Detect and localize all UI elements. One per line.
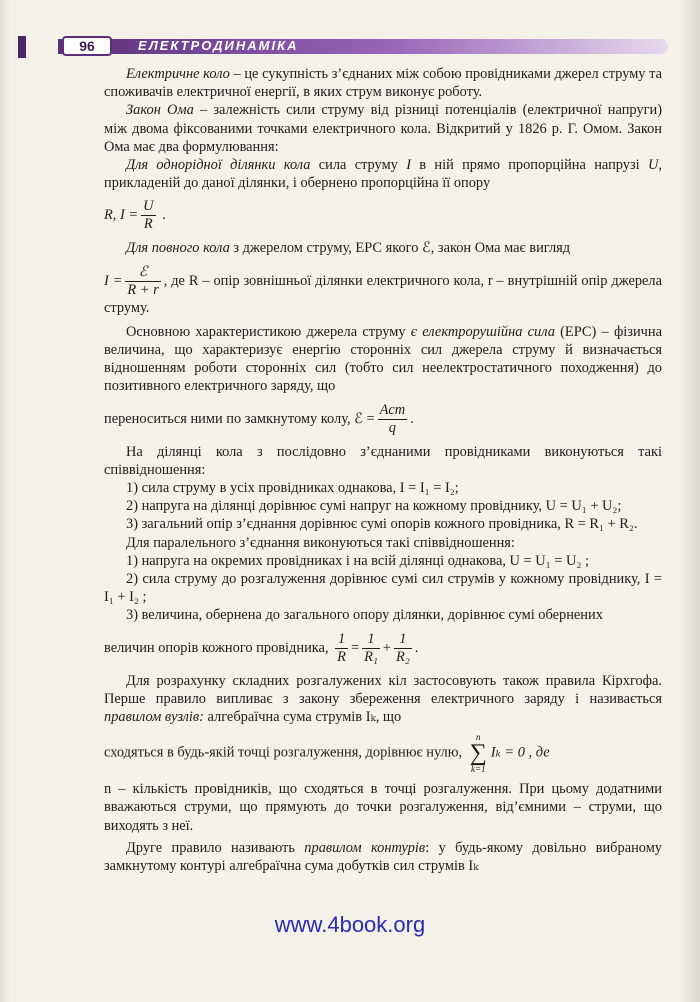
fraction-one-over-r1: $\frac{1}{\text{R₁}}$ [364, 630, 378, 665]
section-title: ЕЛЕКТРОДИНАМІКА [138, 38, 299, 53]
page-header [18, 34, 668, 58]
term-emf: є електрорушійна сила [410, 323, 555, 340]
series-rule-2: 2) напруга на ділянці дорівнює сумі напруг на кожному провіднику, U = U₁ + U₂; [126, 498, 622, 515]
page-left-edge [0, 0, 10, 1002]
series-rule-1: 1) сила струму в усіх провідниках однакова, I = I₁ = I₂; [126, 480, 459, 497]
page-number: 96 [62, 36, 112, 56]
paragraph-series-intro: На ділянці кола з послідовно з’єднаними провідниками виконуються такі співвідношення: [104, 443, 662, 478]
parallel-rule-1: 1) напруга на окремих провідниках і на всій ділянці однакова, U = U₁ = U₂ ; [126, 552, 589, 569]
parallel-rule-3: 3) величина, обернена до загального опору ділянки, дорівнює сумі обернених [126, 607, 603, 624]
paragraph-ohm-law: Закон Ома – залежність сили струму від різниці потенціалів (електричної напруги) між двома фіксованими точками електричного кола. Відкритий у 1826 р. Г. Омом. Закон Ома має два формулювання: [104, 102, 662, 155]
paragraph-electric-circuit: Електричне коло – це сукупність з’єднаних між собою провідниками джерел струму та споживачів електричної енергії, в яких струм виконує роботу. [104, 66, 662, 101]
watermark-link[interactable]: www.4book.org [274, 912, 426, 937]
series-rule-3: 3) загальний опір з’єднання дорівнює сумі опорів кожного провідника, R = R₁ + R₂. [126, 516, 638, 533]
fraction-u-over-r: $\frac{U}{R}$ [143, 198, 154, 233]
formula-emf: переноситься ними по замкнутому колу, ℰ = $\frac{\text{Aст}}{q}$ . [104, 401, 414, 436]
term-electric-circuit: Електричне коло [126, 66, 230, 82]
formula-ohm-section: R, I = $\frac{U}{R}$ . [104, 198, 166, 233]
formula-node-rule: сходяться в будь-якій точці розгалуження, дорівнює нулю, n ∑ k=1 Iₖ = 0 , де [104, 732, 550, 775]
paragraph-homogeneous-section: Для однорідної ділянки кола сила струму I в ній прямо пропорційна напрузі U, прикладеній до даної ділянки, і обернено пропорційна її опору [104, 157, 662, 192]
fraction-work-over-charge: $\frac{\text{Aст}}{q}$ [379, 401, 406, 436]
paragraph-node-rule-explanation: n – кількість провідників, що сходяться в точці розгалуження. При цьому додатними вважаються струми, що прямують до точки розгалуження, від’ємними – струми, що виходять з неї. [104, 781, 662, 834]
header-accent [18, 36, 26, 58]
paragraph-kirchhoff-first: Для розрахунку складних розгалужених кіл застосовують також правила Кірхгофа. Перше правило випливає з закону збереження електричного заряду і називається правилом вузлів: алгебраїчна сума струмів Iₖ, що [104, 672, 662, 726]
term-loop-rule: правилом контурів [304, 839, 426, 856]
summation-sign: n ∑ k=1 [469, 732, 487, 775]
page-content [104, 65, 662, 875]
fraction-emf-over-resistance: $\frac{\text{ℰ}}{R + r}$ [127, 263, 159, 298]
paragraph-full-circuit: Для повного кола з джерелом струму, ЕРС якого ℰ, закон Ома має вигляд [126, 240, 571, 257]
term-ohm-law: Закон Ома [126, 102, 194, 119]
formula-parallel-resistance: величин опорів кожного провідника, $\frac{1}{R}$ = $\frac{1}{\text{R₁}}$ + $\frac{1}{\text{R₂}}$ . [104, 630, 419, 665]
fraction-one-over-r: $\frac{1}{R}$ [337, 630, 346, 665]
paragraph-emf: Основною характеристикою джерела струму є електрорушійна сила (ЕРС) – фізична величина, що характеризує енергію сторонніх сил джерела струму й визначається відношенням роботи сторонніх сил (тобто сил неелектростатичного походження) до позитивного електричного заряду, що [104, 323, 662, 395]
fraction-one-over-r2: $\frac{1}{\text{R₂}}$ [396, 630, 410, 665]
page-right-shadow [678, 0, 700, 1002]
formula-ohm-full-circuit: I = $\frac{\text{ℰ}}{R + r}$ , де R – опір зовнішньої ділянки електричного кола, r – внутрішній опір джерела струму. [104, 263, 663, 316]
parallel-rule-2: 2) сила струму до розгалуження дорівнює сумі сил струмів у кожному провіднику, I = I₁ + I₂ ; [104, 571, 662, 606]
paragraph-kirchhoff-second: Друге правило називають правилом контурів: у будь-якому довільно вибраному замкнутому контурі алгебраїчна сума добутків сил струмів Iₖ [104, 839, 663, 875]
term-node-rule: правилом вузлів: [104, 709, 204, 726]
paragraph-parallel-intro: Для паралельного з’єднання виконуються такі співвідношення: [126, 534, 515, 551]
